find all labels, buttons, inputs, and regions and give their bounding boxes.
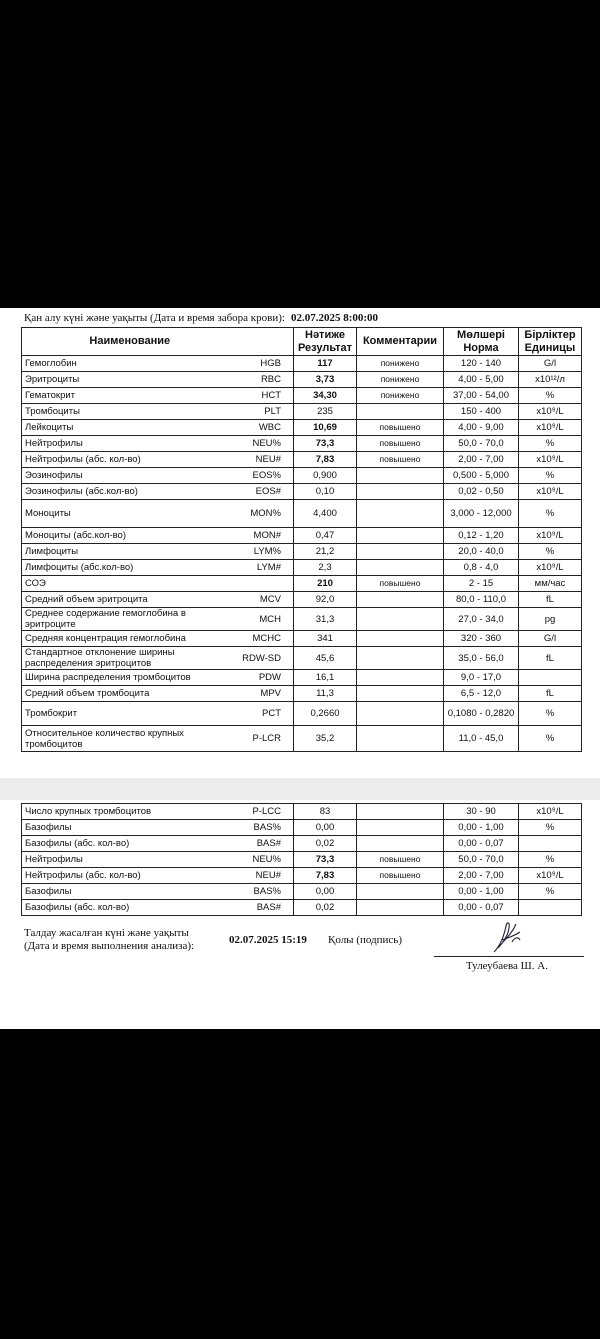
cell-comment: [357, 404, 444, 420]
cell-norm: 0,00 - 1,00: [444, 884, 519, 900]
cell-code: HGB: [238, 356, 294, 372]
signature-label: Қолы (подпись): [328, 934, 402, 946]
cell-name: Базофилы: [22, 884, 238, 900]
cell-unit: [519, 900, 582, 916]
cell-result: 0,02: [294, 836, 357, 852]
cell-result: 16,1: [294, 670, 357, 686]
cell-code: MCV: [238, 592, 294, 608]
cell-code: MPV: [238, 686, 294, 702]
cell-code: HCT: [238, 388, 294, 404]
cell-name: Стандартное отклонение ширины распределения эритроцитов: [22, 647, 238, 670]
cell-norm: 30 - 90: [444, 804, 519, 820]
cell-comment: повышено: [357, 852, 444, 868]
table-row: [22, 608, 582, 631]
cell-code: NEU%: [238, 852, 294, 868]
cell-code: [238, 576, 294, 592]
cell-comment: повышено: [357, 420, 444, 436]
cell-result: 83: [294, 804, 357, 820]
cell-name: Базофилы: [22, 820, 238, 836]
analysis-label-kz: Талдау жасалған күні және уақыты: [24, 927, 189, 939]
cell-norm: 0,1080 - 0,2820: [444, 702, 519, 726]
signature-icon: [486, 918, 526, 956]
cell-result: 10,69: [294, 420, 357, 436]
cell-unit: %: [519, 820, 582, 836]
col-code-header: [238, 328, 294, 356]
cell-norm: 35,0 - 56,0: [444, 647, 519, 670]
table-row: [22, 372, 582, 388]
cell-norm: 3,000 - 12,000: [444, 500, 519, 528]
cell-unit: x10⁹/L: [519, 452, 582, 468]
cell-result: 31,3: [294, 608, 357, 631]
cell-result: 0,2660: [294, 702, 357, 726]
cell-comment: [357, 484, 444, 500]
report-sheet-top: [0, 308, 600, 778]
cell-norm: 0,8 - 4,0: [444, 560, 519, 576]
table-row: [22, 686, 582, 702]
cell-name: Гематокрит: [22, 388, 238, 404]
table-row: [22, 726, 582, 752]
cell-name: Эозинофилы (абс.кол-во): [22, 484, 238, 500]
table-row: [22, 868, 582, 884]
cell-name: Тромбоциты: [22, 404, 238, 420]
cell-code: LYM%: [238, 544, 294, 560]
cell-result: 3,73: [294, 372, 357, 388]
cell-name: Лимфоциты (абс.кол-во): [22, 560, 238, 576]
cell-unit: %: [519, 388, 582, 404]
cell-comment: [357, 820, 444, 836]
cell-comment: [357, 560, 444, 576]
cell-code: MON%: [238, 500, 294, 528]
cell-code: PDW: [238, 670, 294, 686]
cell-unit: x10⁹/L: [519, 868, 582, 884]
table-row: [22, 436, 582, 452]
cell-name: Лимфоциты: [22, 544, 238, 560]
cell-comment: [357, 468, 444, 484]
cell-unit: x10⁹/L: [519, 484, 582, 500]
cell-norm: 4,00 - 9,00: [444, 420, 519, 436]
cell-code: MON#: [238, 528, 294, 544]
cell-comment: понижено: [357, 356, 444, 372]
cell-comment: [357, 726, 444, 752]
table-row: [22, 356, 582, 372]
cell-result: 0,900: [294, 468, 357, 484]
cell-unit: G/l: [519, 356, 582, 372]
cell-comment: повышено: [357, 452, 444, 468]
table-row: [22, 820, 582, 836]
cell-norm: 4,00 - 5,00: [444, 372, 519, 388]
col-comments-header: Комментарии: [357, 328, 444, 356]
cell-unit: [519, 670, 582, 686]
cell-norm: 6,5 - 12,0: [444, 686, 519, 702]
cell-code: P-LCR: [238, 726, 294, 752]
doctor-name: Тулеубаева Ш. А.: [466, 960, 548, 972]
cell-norm: 0,00 - 1,00: [444, 820, 519, 836]
cell-code: PLT: [238, 404, 294, 420]
cell-unit: G/l: [519, 631, 582, 647]
cell-comment: понижено: [357, 372, 444, 388]
cell-unit: fL: [519, 647, 582, 670]
cell-norm: 9,0 - 17,0: [444, 670, 519, 686]
table-row: [22, 702, 582, 726]
cell-norm: 120 - 140: [444, 356, 519, 372]
table-row: [22, 528, 582, 544]
results-table-main: [21, 327, 582, 752]
cell-code: BAS%: [238, 884, 294, 900]
cell-code: EOS#: [238, 484, 294, 500]
report-footer: [24, 924, 584, 1024]
sample-label: Қан алу күні және уақыты (Дата и время забора крови):: [24, 312, 285, 324]
analysis-label-ru: (Дата и время выполнения анализа):: [24, 940, 195, 952]
cell-unit: мм/час: [519, 576, 582, 592]
cell-code: NEU%: [238, 436, 294, 452]
cell-result: 73,3: [294, 852, 357, 868]
cell-comment: [357, 592, 444, 608]
cell-code: MCHC: [238, 631, 294, 647]
cell-norm: 0,00 - 0,07: [444, 900, 519, 916]
sample-datetime: 02.07.2025 8:00:00: [290, 312, 379, 324]
cell-unit: %: [519, 436, 582, 452]
cell-norm: 2 - 15: [444, 576, 519, 592]
cell-code: BAS#: [238, 900, 294, 916]
cell-name: Гемоглобин: [22, 356, 238, 372]
cell-result: 4,400: [294, 500, 357, 528]
table-row: [22, 468, 582, 484]
cell-unit: x10⁹/L: [519, 420, 582, 436]
cell-norm: 2,00 - 7,00: [444, 452, 519, 468]
cell-comment: [357, 836, 444, 852]
table-row: [22, 404, 582, 420]
table-row: [22, 592, 582, 608]
cell-comment: [357, 670, 444, 686]
cell-unit: x10¹²/л: [519, 372, 582, 388]
cell-unit: x10⁹/L: [519, 528, 582, 544]
table-row: [22, 670, 582, 686]
cell-comment: [357, 608, 444, 631]
cell-result: 92,0: [294, 592, 357, 608]
cell-result: 34,30: [294, 388, 357, 404]
table-row: [22, 900, 582, 916]
report-sheet-bottom: [0, 800, 600, 1029]
cell-result: 210: [294, 576, 357, 592]
table-header-row: [22, 328, 582, 356]
cell-code: LYM#: [238, 560, 294, 576]
cell-name: Базофилы (абс. кол-во): [22, 900, 238, 916]
col-name-header: Наименование: [22, 328, 238, 356]
cell-unit: fL: [519, 592, 582, 608]
cell-name: СОЭ: [22, 576, 238, 592]
analysis-datetime: 02.07.2025 15:19: [229, 934, 307, 946]
cell-norm: 27,0 - 34,0: [444, 608, 519, 631]
cell-name: Средний объем эритроцита: [22, 592, 238, 608]
cell-norm: 0,00 - 0,07: [444, 836, 519, 852]
cell-comment: [357, 804, 444, 820]
cell-comment: повышено: [357, 576, 444, 592]
cell-name: Нейтрофилы (абс. кол-во): [22, 868, 238, 884]
cell-result: 21,2: [294, 544, 357, 560]
cell-name: Тромбокрит: [22, 702, 238, 726]
table-row: [22, 544, 582, 560]
table-row: [22, 804, 582, 820]
cell-result: 117: [294, 356, 357, 372]
cell-unit: pg: [519, 608, 582, 631]
cell-name: Число крупных тромбоцитов: [22, 804, 238, 820]
cell-comment: [357, 884, 444, 900]
table-row: [22, 836, 582, 852]
cell-comment: понижено: [357, 388, 444, 404]
cell-result: 235: [294, 404, 357, 420]
cell-result: 45,6: [294, 647, 357, 670]
table-row: [22, 576, 582, 592]
cell-comment: повышено: [357, 868, 444, 884]
cell-result: 2,3: [294, 560, 357, 576]
cell-code: WBC: [238, 420, 294, 436]
table-row: [22, 484, 582, 500]
cell-comment: повышено: [357, 436, 444, 452]
cell-unit: x10⁹/L: [519, 560, 582, 576]
cell-norm: 20,0 - 40,0: [444, 544, 519, 560]
cell-code: EOS%: [238, 468, 294, 484]
cell-name: Средний объем тромбоцита: [22, 686, 238, 702]
cell-comment: [357, 500, 444, 528]
cell-name: Моноциты: [22, 500, 238, 528]
cell-code: BAS#: [238, 836, 294, 852]
cell-comment: [357, 631, 444, 647]
cell-comment: [357, 702, 444, 726]
cell-comment: [357, 686, 444, 702]
col-result-header: Нәтиже Результат: [294, 328, 357, 356]
cell-norm: 37,00 - 54,00: [444, 388, 519, 404]
results-table-extra: [21, 803, 582, 916]
cell-result: 0,47: [294, 528, 357, 544]
table-row: [22, 560, 582, 576]
cell-result: 35,2: [294, 726, 357, 752]
cell-result: 11,3: [294, 686, 357, 702]
cell-name: Базофилы (абс. кол-во): [22, 836, 238, 852]
cell-unit: %: [519, 852, 582, 868]
cell-unit: x10⁹/L: [519, 404, 582, 420]
cell-name: Эозинофилы: [22, 468, 238, 484]
table-row: [22, 647, 582, 670]
cell-unit: [519, 836, 582, 852]
cell-code: BAS%: [238, 820, 294, 836]
cell-code: NEU#: [238, 868, 294, 884]
cell-norm: 320 - 360: [444, 631, 519, 647]
cell-code: MCH: [238, 608, 294, 631]
cell-code: PCT: [238, 702, 294, 726]
table-row: [22, 420, 582, 436]
cell-norm: 0,500 - 5,000: [444, 468, 519, 484]
cell-norm: 0,02 - 0,50: [444, 484, 519, 500]
cell-unit: %: [519, 884, 582, 900]
cell-unit: fL: [519, 686, 582, 702]
cell-result: 0,00: [294, 884, 357, 900]
col-norm-header: Мөлшері Норма: [444, 328, 519, 356]
cell-name: Среднее содержание гемоглобина в эритроците: [22, 608, 238, 631]
cell-norm: 11,0 - 45,0: [444, 726, 519, 752]
table-row: [22, 452, 582, 468]
cell-comment: [357, 528, 444, 544]
cell-name: Эритроциты: [22, 372, 238, 388]
cell-unit: %: [519, 726, 582, 752]
cell-result: 7,83: [294, 452, 357, 468]
table-row: [22, 631, 582, 647]
cell-result: 0,00: [294, 820, 357, 836]
cell-comment: [357, 544, 444, 560]
cell-result: 0,02: [294, 900, 357, 916]
cell-name: Относительное количество крупных тромбоцитов: [22, 726, 238, 752]
cell-unit: %: [519, 544, 582, 560]
cell-name: Лейкоциты: [22, 420, 238, 436]
cell-norm: 50,0 - 70,0: [444, 852, 519, 868]
cell-name: Нейтрофилы (абс. кол-во): [22, 452, 238, 468]
col-units-header: Бірліктер Единицы: [519, 328, 582, 356]
cell-unit: %: [519, 468, 582, 484]
cell-code: RDW-SD: [238, 647, 294, 670]
cell-result: 0,10: [294, 484, 357, 500]
cell-norm: 50,0 - 70,0: [444, 436, 519, 452]
cell-result: 341: [294, 631, 357, 647]
cell-code: NEU#: [238, 452, 294, 468]
signature-line: [434, 956, 584, 957]
cell-name: Ширина распределения тромбоцитов: [22, 670, 238, 686]
cell-comment: [357, 900, 444, 916]
analysis-label: [24, 927, 224, 953]
table-row: [22, 388, 582, 404]
table-row: [22, 884, 582, 900]
cell-code: P-LCC: [238, 804, 294, 820]
table-row: [22, 852, 582, 868]
table-row: [22, 500, 582, 528]
sample-collection-line: [24, 312, 584, 328]
cell-result: 73,3: [294, 436, 357, 452]
cell-name: Нейтрофилы: [22, 852, 238, 868]
cell-norm: 2,00 - 7,00: [444, 868, 519, 884]
cell-name: Моноциты (абс.кол-во): [22, 528, 238, 544]
cell-comment: [357, 647, 444, 670]
cell-norm: 80,0 - 110,0: [444, 592, 519, 608]
cell-name: Средняя концентрация гемоглобина: [22, 631, 238, 647]
cell-code: RBC: [238, 372, 294, 388]
page-gap: [0, 778, 600, 800]
cell-norm: 0,12 - 1,20: [444, 528, 519, 544]
cell-unit: %: [519, 500, 582, 528]
cell-result: 7,83: [294, 868, 357, 884]
cell-unit: x10⁹/L: [519, 804, 582, 820]
cell-name: Нейтрофилы: [22, 436, 238, 452]
cell-norm: 150 - 400: [444, 404, 519, 420]
cell-unit: %: [519, 702, 582, 726]
